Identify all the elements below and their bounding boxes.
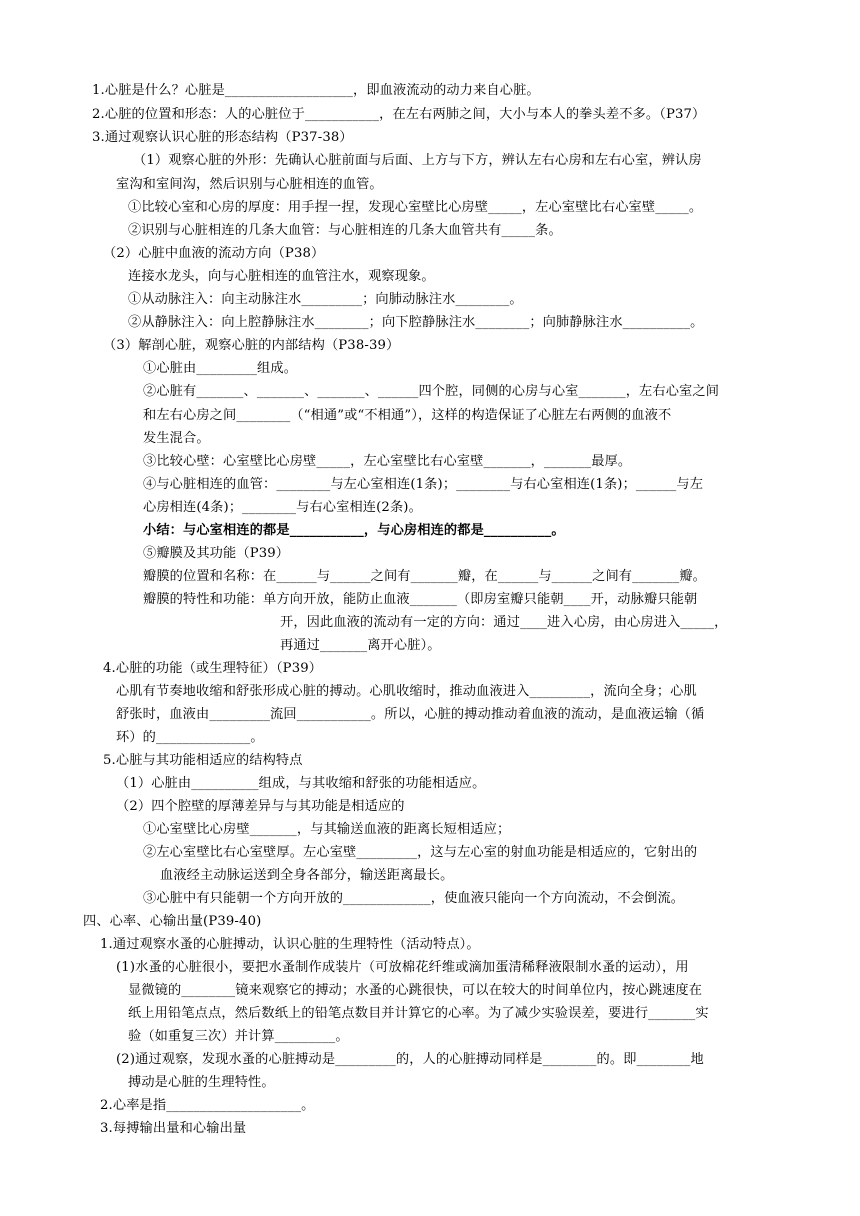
text-line: ②左心室壁比右心室壁厚。左心室壁_________，这与左心室的射血功能是相适应的，它射出的 [143, 845, 698, 860]
text-line: ①心室壁比心房壁_______，与其输送血液的距离长短相适应； [143, 822, 511, 837]
text-line: ②心脏有_______、_______、_______、______四个腔，同侧的心房与心室_______，左右心室之间 [143, 384, 720, 399]
text-line: 室沟和室间沟，然后识别与心脏相连的血管。 [116, 177, 383, 192]
text-line: （1）心脏由__________组成，与其收缩和舒张的功能相适应。 [116, 776, 486, 791]
text-line: 纸上用铅笔点点，然后数纸上的铅笔点数目并计算它的心率。为了减少实验误差，要进行_______实 [128, 1006, 709, 1021]
text-line: 4.心脏的功能（或生理特征）（P39） [103, 661, 323, 676]
text-line: ①心脏由_________组成。 [143, 361, 298, 376]
text-line: 再通过_______离开心脏）。 [280, 638, 441, 653]
text-line: 1.通过观察水蚤的心脏搏动，认识心脏的生理特性（活动特点）。 [100, 937, 480, 952]
text-line: ③比较心壁：心室壁比心房壁_____，左心室壁比右心室壁_______，_______最厚。 [143, 454, 632, 469]
text-line: 3.通过观察认识心脏的形态结构（P37-38） [92, 130, 353, 145]
text-line: ④与心脏相连的血管：________与左心室相连(1条)；________与右心室相连(1条)；______与左 [143, 477, 704, 492]
text-line: 环）的______________。 [116, 730, 264, 745]
text-line: 2.心脏的位置和形态：人的心脏位于___________，在左右两肺之间，大小与本人的拳头差不多。（P37） [92, 107, 706, 122]
text-line: 瓣膜的位置和名称：在______与______之间有_______瓣，在______与______之间有_______瓣。 [143, 569, 707, 584]
text-line: 搏动是心脏的生理特性。 [128, 1075, 275, 1090]
text-line: ②识别与心脏相连的几条大血管：与心脏相连的几条大血管共有_____条。 [128, 223, 562, 238]
text-line: 和左右心房之间________（“相通”或“不相通”），这样的构造保证了心脏左右两侧的血液不 [143, 408, 672, 423]
text-line: ③心脏中有只能朝一个方向开放的_____________，使血液只能向一个方向流动，不会倒流。 [143, 891, 685, 906]
text-line: 血液经主动脉运送到全身各部分，输送距离最长。 [160, 868, 454, 883]
text-line: 发生混合。 [143, 431, 210, 446]
text-line: ①比较心室和心房的厚度：用手捏一捏，发现心室壁比心房壁_____，左心室壁比右心室壁_____。 [128, 200, 703, 215]
text-line: (2)通过观察，发现水蚤的心脏搏动是_________的，人的心脏搏动同样是________的。即________地 [116, 1052, 704, 1067]
text-line: （2）心脏中血液的流动方向（P38） [103, 246, 325, 261]
section-heading: 四、心率、心输出量(P39-40) [83, 914, 262, 929]
text-line: 1.心脏是什么？心脏是___________________，即血液流动的动力来自心脏。 [92, 83, 540, 98]
text-line: （2）四个腔壁的厚薄差异与与其功能是相适应的 [116, 799, 405, 814]
text-line: 5.心脏与其功能相适应的结构特点 [103, 753, 303, 768]
text-line: 舒张时，血液由_________流回___________。所以，心脏的搏动推动着血液的流动，是血液运输（循 [116, 707, 705, 722]
text-line: 开，因此血液的流动有一定的方向：通过____进入心房，由心房进入_____， [280, 615, 728, 630]
text-line: （3）解剖心脏，观察心脏的内部结构（P38-39） [103, 338, 400, 353]
text-line: (1)水蚤的心脏很小，要把水蚤制作成装片（可放棉花纤维或滴加蛋清稀释液限制水蚤的运动），用 [116, 960, 689, 975]
text-line: 心房相连(4条)；________与右心室相连(2条)。 [143, 500, 422, 515]
text-line: 连接水龙头，向与心脏相连的血管注水，观察现象。 [128, 269, 435, 284]
text-line: 瓣膜的特性和功能：单方向开放，能防止血液_______（即房室瓣只能朝____开，动脉瓣只能朝 [143, 592, 698, 607]
text-line: （1）观察心脏的外形：先确认心脏前面与后面、上方与下方，辨认左右心房和左右心室，辨认房 [133, 153, 702, 168]
text-line: 心肌有节奏地收缩和舒张形成心脏的搏动。心肌收缩时，推动血液进入_________，流向全身；心肌 [116, 684, 697, 699]
text-line: 验（如重复三次）并计算_________。 [128, 1029, 349, 1044]
summary-line: 小结：与心室相连的都是___________，与心房相连的都是__________。 [143, 523, 565, 538]
text-line: 2.心率是指____________________。 [100, 1098, 315, 1113]
text-line: ⑤瓣膜及其功能（P39） [143, 546, 290, 561]
text-line: ②从静脉注入：向上腔静脉注水________；向下腔静脉注水________；向肺静脉注水__________。 [128, 315, 704, 330]
text-line: 3.每搏输出量和心输出量 [100, 1121, 247, 1136]
text-line: ①从动脉注入：向主动脉注水_________；向肺动脉注水________。 [128, 292, 523, 307]
text-line: 显微镜的________镜来观察它的搏动；水蚤的心跳很快，可以在较大的时间单位内，按心跳速度在 [128, 983, 703, 998]
